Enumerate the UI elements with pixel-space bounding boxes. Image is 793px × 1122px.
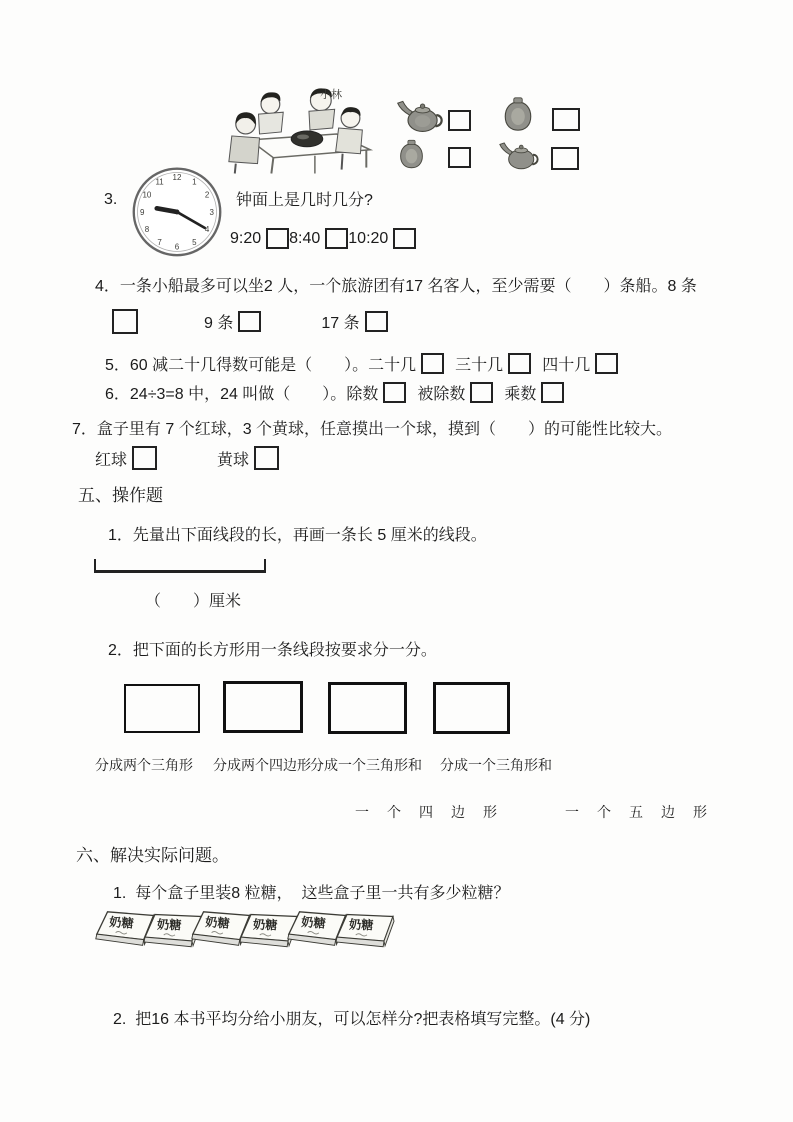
answer-checkbox[interactable] — [448, 110, 471, 131]
answer-checkbox[interactable] — [325, 228, 348, 249]
option-group — [204, 310, 261, 333]
option-group — [348, 228, 416, 249]
section-6-q2-text: 2. 把16 本书平均分给小朋友，可以怎样分?把表格填写完整。(4 分) — [113, 1011, 591, 1028]
rectangle-shape[interactable] — [223, 681, 303, 733]
rectangle-caption: 分成两个四边形 — [213, 757, 311, 773]
question-6-text: 6．24÷3=8 中，24 叫做（ ）。 — [105, 386, 347, 403]
rectangle-shape[interactable] — [328, 682, 407, 734]
candy-box-label: 奶糖 — [252, 917, 278, 933]
option-group — [542, 352, 618, 375]
question-3-options — [230, 228, 416, 249]
clock-icon — [129, 164, 225, 258]
option-label: 被除数 — [417, 386, 466, 403]
option-group — [455, 352, 531, 375]
option-label: 17 条 — [321, 315, 360, 332]
teapot-icon — [493, 140, 545, 171]
section-6-q1-text: 1. 每个盒子里装8 粒糖， 这些盒子里一共有多少粒糖？ — [113, 885, 510, 902]
answer-checkbox[interactable] — [266, 228, 289, 249]
option-label: 四十几 — [542, 357, 591, 374]
answer-checkbox[interactable] — [448, 147, 471, 168]
clock-number: 3 — [209, 207, 215, 217]
candy-boxes-row — [95, 904, 383, 956]
rectangle-caption: 分成一个三角形和 — [310, 757, 422, 773]
teapot-icon — [391, 98, 449, 134]
option-group — [417, 381, 493, 404]
clock-number: 5 — [192, 237, 197, 247]
answer-checkbox[interactable] — [383, 382, 406, 403]
clock-number: 7 — [157, 237, 162, 247]
option-group — [368, 352, 444, 375]
option-label: 9:20 — [230, 229, 262, 247]
answer-checkbox[interactable] — [254, 446, 279, 470]
option-label: 三十几 — [455, 357, 504, 374]
question-3-number: 3. — [104, 191, 118, 208]
option-label: 10:20 — [348, 229, 389, 247]
clock-number: 12 — [172, 172, 182, 182]
option-label: 黄球 — [217, 451, 250, 469]
line-segment — [94, 559, 266, 573]
candy-box-label: 奶糖 — [348, 917, 374, 933]
answer-checkbox[interactable] — [421, 353, 444, 374]
jar-icon — [501, 94, 535, 134]
candy-box-label: 奶糖 — [108, 915, 135, 931]
option-label: 8:40 — [289, 229, 321, 247]
option-label: 9 条 — [204, 315, 234, 332]
length-answer-label: （ ）厘米 — [145, 593, 242, 610]
question-5-text: 5．60 减二十几得数可能是（ ）。 — [105, 357, 369, 374]
clock-number: 11 — [155, 177, 164, 187]
clock-number: 1 — [192, 177, 197, 187]
clock-number: 9 — [139, 207, 145, 217]
clock-number: 10 — [142, 190, 152, 200]
option-group — [346, 381, 406, 404]
question-4-options — [112, 309, 388, 334]
question-3-prompt: 钟面上是几时几分? — [236, 192, 373, 209]
answer-checkbox[interactable] — [112, 309, 138, 334]
section-5-q1-text: 1．先量出下面线段的长，再画一条长 5 厘米的线段。 — [108, 527, 487, 544]
rectangle-shape[interactable] — [124, 684, 200, 733]
children-at-table-illustration — [216, 84, 394, 176]
teapot-matching-group — [385, 94, 590, 180]
question-7-text: 7．盒子里有 7 个红球，3 个黄球，任意摸出一个球，摸到（ ）的可能性比较大。 — [72, 421, 673, 438]
option-group — [230, 228, 289, 249]
answer-checkbox[interactable] — [541, 382, 564, 403]
clock-number: 2 — [204, 190, 210, 200]
rectangle-caption-line2: 一个四边形 — [355, 804, 515, 820]
rectangle-caption: 分成两个三角形 — [95, 757, 193, 773]
answer-checkbox[interactable] — [552, 108, 580, 131]
answer-checkbox[interactable] — [595, 353, 618, 374]
answer-checkbox[interactable] — [393, 228, 416, 249]
candy-box-label: 奶糖 — [300, 915, 327, 931]
candy-box-label: 奶糖 — [156, 917, 182, 933]
option-group — [95, 446, 157, 470]
question-4-text: 4．一条小船最多可以坐2 人，一个旅游团有17 名客人，至少需要（ ）条船。8 条 — [95, 278, 697, 295]
answer-checkbox[interactable] — [132, 446, 157, 470]
question-6 — [105, 381, 564, 404]
answer-checkbox[interactable] — [365, 311, 388, 332]
illustration-caption: 小林 — [320, 89, 342, 101]
jar-icon — [397, 138, 426, 170]
question-5 — [105, 352, 618, 375]
clock-number: 6 — [174, 242, 180, 252]
answer-checkbox[interactable] — [508, 353, 531, 374]
section-5-title: 五、操作题 — [78, 486, 163, 505]
answer-checkbox[interactable] — [470, 382, 493, 403]
option-label: 乘数 — [504, 386, 537, 403]
clock-number: 4 — [204, 225, 210, 235]
answer-checkbox[interactable] — [238, 311, 261, 332]
option-group — [504, 381, 564, 404]
question-7-options — [95, 446, 279, 470]
section-5-q2-text: 2．把下面的长方形用一条线段按要求分一分。 — [108, 642, 437, 659]
option-group — [289, 228, 348, 249]
rectangle-caption-line2: 一个五边形 — [565, 804, 725, 820]
option-label: 除数 — [346, 386, 379, 403]
answer-checkbox[interactable] — [551, 147, 579, 170]
option-group — [217, 446, 279, 470]
section-6-title: 六、解决实际问题。 — [76, 846, 229, 865]
option-label: 红球 — [95, 451, 128, 469]
rectangle-caption: 分成一个三角形和 — [440, 757, 552, 773]
rectangle-shape[interactable] — [433, 682, 510, 734]
option-group — [321, 310, 387, 333]
candy-box-icon — [335, 905, 398, 958]
candy-box-label: 奶糖 — [204, 915, 231, 931]
option-label: 二十几 — [368, 357, 417, 374]
clock-number: 8 — [144, 225, 150, 235]
